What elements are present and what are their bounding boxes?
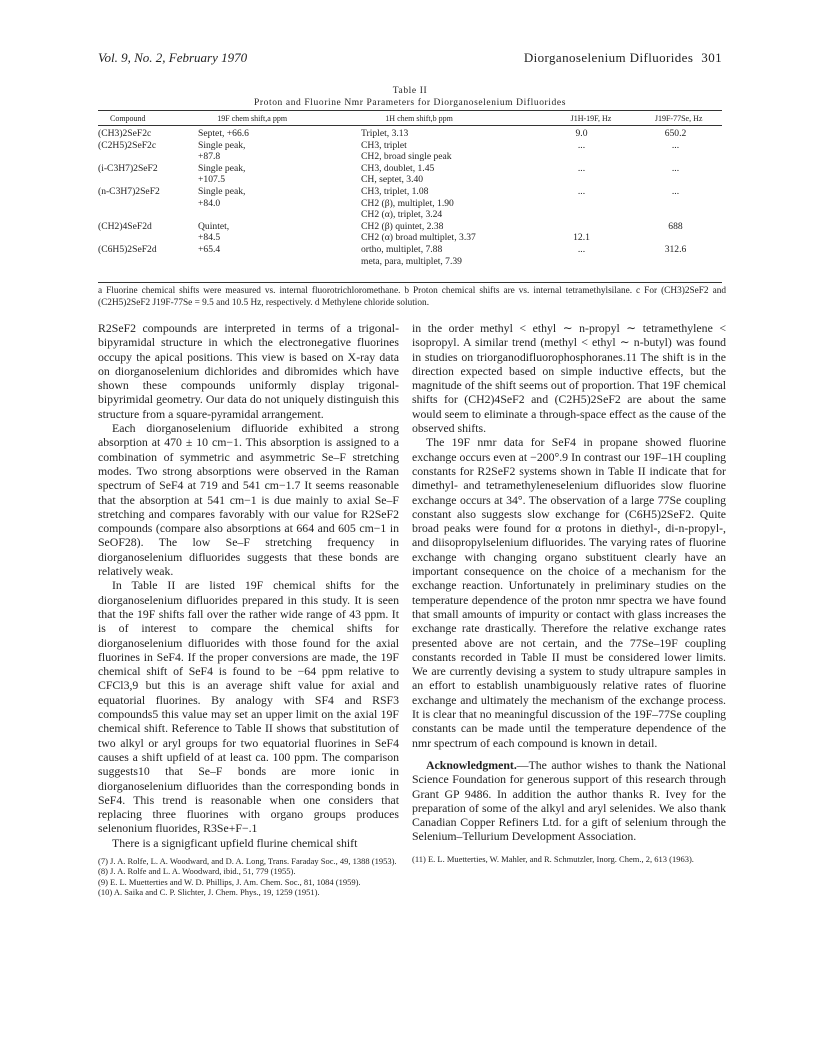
table-cell: Quintet,	[198, 220, 230, 232]
running-head	[98, 50, 722, 68]
acknowledgment-text: —The author wishes to thank the National Science Foundation for generous support of this research through Grant GP 9486. In addition the author thanks R. Ivey for the preparation of some of the alkyl and aryl selenides. We also thank Canadian Copper Refiners Ltd. for a gift of selenium through the Selenium–Tellurium Development Association.	[412, 757, 726, 844]
body-paragraph: Each diorganoselenium difluoride exhibited a strong absorption at 470 ± 10 cm−1. This absorption is assigned to a combination of symmetric and asymmetric Se–F stretching modes. Two strong absorptions were observed in the Raman spectrum of SeF4 at 719 and 541 cm−1.7 It seems reasonable that the absorption at 541 cm−1 is due mainly to axial Se–F stretching and compares favorably with our value for R2SeF2 compounds (compare also absorptions at 664 and 605 cm−1 in SeOF28). The low Se–F stretching frequency in diorganoselenium difluorides suggests that these bonds are relatively weak.	[98, 421, 399, 579]
table-cell: ...	[671, 162, 680, 174]
table-cell: Single peak,	[198, 139, 246, 151]
table-cell: CH, septet, 3.40	[361, 174, 424, 186]
table-cell: Septet, +66.6	[198, 128, 249, 139]
table-row	[98, 244, 722, 256]
table-row	[98, 232, 722, 244]
table-cell: +84.0	[198, 197, 221, 209]
table-cell	[198, 209, 361, 221]
footnote: (7) J. A. Rolfe, L. A. Woodward, and D. A. Long, Trans. Faraday Soc., 49, 1388 (1953).	[98, 855, 397, 866]
table-cell: ...	[671, 139, 680, 151]
table-header-rule	[98, 125, 722, 126]
footnotes	[412, 854, 726, 864]
table-cell: ...	[577, 243, 586, 255]
table-number: Table II	[392, 86, 428, 96]
table-cell: (CH3)2SeF2c	[98, 128, 152, 139]
table-cell	[534, 198, 629, 210]
column-header: 1H chem shift,b ppm	[385, 114, 453, 123]
table-row	[98, 198, 722, 210]
table-cell: (C6H5)2SeF2d	[98, 243, 157, 255]
table-cell: 12.1	[573, 232, 590, 244]
table-row	[98, 186, 722, 198]
column-header: J1H-19F, Hz	[570, 114, 612, 123]
table-cell	[98, 198, 198, 210]
body-paragraph: R2SeF2 compounds are interpreted in terms of a trigonal-bipyramidal structure in which the electronegative fluorines occupy the apical positions. This view is based on X-ray data on diorganoselenium dichlorides and dibromides which have shown these compounds uniformly display trigonal-bipyrimidal geometry. Our data do not uniquely distinguish this structure from a square-pyramidal arrangement.	[98, 321, 399, 421]
table-cell: ...	[577, 185, 586, 197]
table-cell	[534, 221, 629, 233]
table-row	[98, 151, 722, 163]
body-paragraph: There is a signigficant upfield flurine chemical shift	[112, 835, 358, 850]
table-row	[98, 221, 722, 233]
table-cell	[629, 198, 722, 210]
nmr-table	[98, 113, 722, 267]
table-cell	[98, 256, 198, 268]
table-cell	[534, 174, 629, 186]
footnote: (9) E. L. Muetterties and W. D. Phillips, J. Am. Chem. Soc., 81, 1084 (1959).	[98, 876, 361, 887]
table-cell: (i-C3H7)2SeF2	[98, 162, 158, 174]
right-column	[412, 321, 726, 864]
table-cell	[98, 232, 198, 244]
column-header: Compound	[110, 114, 146, 123]
table-cell: 312.6	[664, 243, 687, 255]
table-cell: CH3, triplet	[361, 139, 407, 151]
table-cell: CH2 (α), triplet, 3.24	[361, 209, 443, 221]
table-cell: CH2 (α) broad multiplet, 3.37	[361, 232, 476, 244]
table-cell: CH2, broad single peak	[361, 151, 452, 163]
journal-issue: Vol. 9, No. 2, February 1970	[98, 50, 248, 65]
column-header: 19F chem shift,a ppm	[217, 114, 288, 123]
table-title: Proton and Fluorine Nmr Parameters for Diorganoselenium Difluorides	[253, 98, 567, 108]
footnote: (10) A. Saika and C. P. Slichter, J. Chem. Phys., 19, 1259 (1951).	[98, 886, 320, 897]
table-cell	[98, 174, 198, 186]
table-cell	[629, 209, 722, 221]
table-caption	[98, 86, 722, 109]
table-cell	[629, 174, 722, 186]
table-cell: Single peak,	[198, 185, 246, 197]
table-cell: +65.4	[198, 243, 221, 255]
footnotes	[98, 856, 399, 897]
column-header: J19F-77Se, Hz	[654, 114, 703, 123]
table-cell: CH3, doublet, 1.45	[361, 162, 435, 174]
table-row	[98, 209, 722, 221]
table-row	[98, 140, 722, 152]
table-cell	[98, 209, 198, 221]
table-body	[98, 128, 722, 267]
table-footnotes: a Fluorine chemical shifts were measured vs. internal fluorotrichloromethane. b Proton chemical shifts are vs. internal tetramethylsilane. c For (CH3)2SeF2 and (C2H5)2SeF2 J19F-77Se = 9.5 and 10.5 Hz, respectively. d Methylene chloride solution.	[98, 286, 726, 309]
table-cell: ...	[671, 185, 680, 197]
table-cell: Triplet, 3.13	[361, 128, 409, 139]
table-cell	[534, 256, 629, 268]
acknowledgment	[412, 758, 726, 844]
table-bottom-rule	[98, 282, 722, 283]
section-spacer	[412, 750, 726, 758]
body-paragraph: The 19F nmr data for SeF4 in propane showed fluorine exchange occurs even at −200°.9 In contrast our 19F–1H coupling constants for R2SeF2 systems shown in Table II indicate that for dimethyl- and tetramethyleneselenium difluorides slow fluorine exchange occurs at 34°. The observation of a large 77Se coupling constant also suggests slow exchange for (C6H5)2SeF2. Quite broad peaks were found for α protons in diethyl-, di-n-propyl-, and diisopropylselenium difluorides. The varying rates of fluorine exchange with changing organo substituent clearly have an important consequence on the choice of a mechanism for the exchange reaction. Unfortunately in preliminary studies on the temperature dependence of the proton nmr spectra we have found that small amounts of impurity or contact with glass increases the exchange rate drastically. Therefore the relative exchange rates presented above are not certain, and the 77Se–19F coupling constants recorded in Table II must be considered lower limits. We are currently devising a system to study ultrapure samples in an effort to establish unambiguously relative rates of fluorine exchange and ultimately the mechanism of the exchange process. It is clear that no meaningful discussion of the 19F–77Se coupling constants can be made until the temperature dependence of the nmr spectrum of each compound is known in detail.	[412, 435, 726, 750]
table-row	[98, 163, 722, 175]
table-header-row	[98, 113, 722, 124]
body-paragraph: in the order methyl < ethyl ∼ n-propyl ∼ tetramethylene < isopropyl. A similar trend (methyl < ethyl ∼ n-butyl) was found in studies on triorganodifluorophosphoranes.11 The shift is in the direction expected based on simple inductive effects, but the magnitude of the shift seems out of proportion. That 19F chemical shifts for (CH2)4SeF2 and (C2H5)2SeF2 are about the same would seem to eliminate a through-space effect as the cause of the observed shifts.	[412, 321, 726, 436]
table-cell	[629, 151, 722, 163]
table-cell: 650.2	[664, 128, 687, 139]
page-number: 301	[701, 50, 722, 65]
body-paragraph: In Table II are listed 19F chemical shifts for the diorganoselenium difluorides prepared in this study. It is seen that the 19F shifts fall over the rather wide range of 43 ppm. It is of interest to compare the chemical shifts for diorganoselenium difluorides with those found for the axial fluorines in SeF4. If the proper conversions are made, the 19F chemical shift of SeF4 is found to be −64 ppm relative to CFCl3,9 but this is an average shift value for axial and equatorial fluorines. By analogy with SF4 and RSF3 compounds5 this value may set an upper limit on the axial 19F chemical shift. Reference to Table II shows that substitution of two alkyl or aryl groups for two equatorial fluorines in SeF4 causes a shift upfield of at least ca. 100 ppm. The comparison suggests10 that Se–F bonds are more ionic in diorganoselenium difluorides than the corresponding bonds in SeF4. This trend is reasonable when one considers that replacing three fluorines with organo groups produces selenonium fluorides, R3Se+F−.1	[98, 578, 399, 836]
table-cell: 9.0	[575, 128, 588, 139]
table-cell: +87.8	[198, 151, 221, 163]
table-row	[98, 174, 722, 186]
table-cell	[198, 256, 361, 268]
footnote: (8) J. A. Rolfe and L. A. Woodward, ibid., 51, 779 (1955).	[98, 866, 296, 877]
table-cell: CH2 (β) quintet, 2.38	[361, 220, 444, 232]
table-cell: 688	[668, 220, 683, 232]
table-cell: meta, para, multiplet, 7.39	[361, 255, 462, 267]
table-cell: (C2H5)2SeF2c	[98, 139, 157, 151]
table-row	[98, 256, 722, 268]
table-cell: (n-C3H7)2SeF2	[98, 185, 160, 197]
table-cell: ...	[577, 139, 586, 151]
table-cell: +84.5	[198, 232, 221, 244]
table-cell	[534, 209, 629, 221]
table-cell	[629, 256, 722, 268]
table-cell	[629, 232, 722, 244]
table-row	[98, 128, 722, 140]
footnote: (11) E. L. Muetterties, W. Mahler, and R. Schmutzler, Inorg. Chem., 2, 613 (1963).	[412, 853, 694, 864]
table-cell: +107.5	[198, 174, 225, 186]
table-cell	[98, 151, 198, 163]
acknowledgment-heading: Acknowledgment.	[426, 757, 517, 772]
table-cell: CH3, triplet, 1.08	[361, 185, 429, 197]
table-cell	[534, 151, 629, 163]
table-cell: ortho, multiplet, 7.88	[361, 243, 443, 255]
article-header	[524, 50, 722, 66]
table-cell: Single peak,	[198, 162, 246, 174]
left-column	[98, 321, 399, 897]
table-top-rule	[98, 110, 722, 111]
table-cell: CH2 (β), multiplet, 1.90	[361, 197, 454, 209]
article-title: Diorganoselenium Difluorides	[523, 50, 694, 65]
table-cell: ...	[577, 162, 586, 174]
table-cell: (CH2)4SeF2d	[98, 220, 152, 232]
